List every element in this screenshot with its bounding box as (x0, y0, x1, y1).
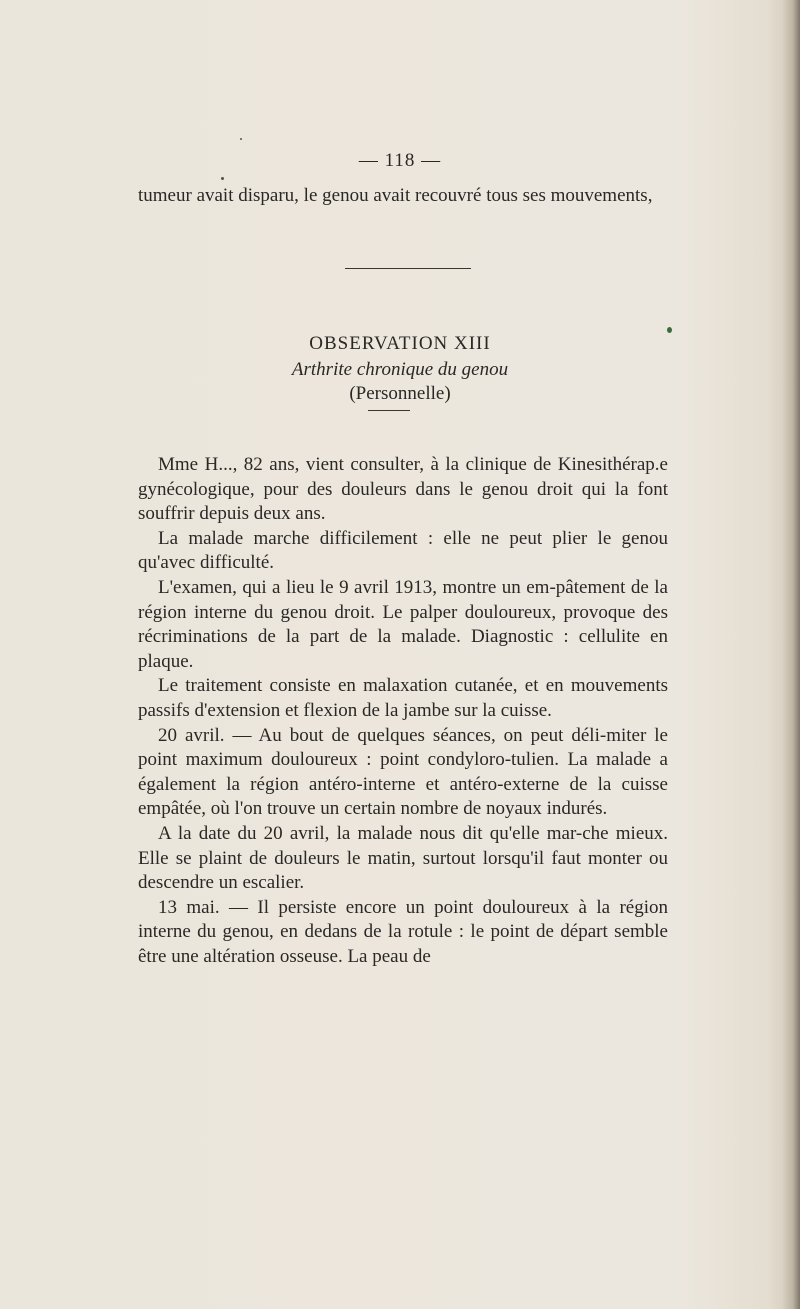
paragraph: A la date du 20 avril, la malade nous dit qu'elle mar-che mieux. Elle se plaint de douleurs le matin, surtout lorsqu'il faut monter ou descendre un escalier. (138, 822, 668, 894)
paragraph: 13 mai. — Il persiste encore un point douloureux à la région interne du genou, en dedans de la rotule : le point de départ semble être une altération osseuse. La peau de (138, 896, 668, 967)
observation-subtitle: Arthrite chronique du genou (291, 359, 509, 380)
paragraph: La malade marche difficilement : elle ne peut plier le genou qu'avec difficulté. (138, 527, 668, 574)
ink-speck (240, 138, 242, 140)
paragraph: tumeur avait disparu, le genou avait recouvré tous ses mouvements, (138, 185, 653, 206)
page-edge-shadow (782, 0, 800, 1309)
paragraph: Mme H..., 82 ans, vient consulter, à la clinique de Kinesithérap.e gynécologique, pour des douleurs dans le genou droit qui la font souffrir depuis deux ans. (138, 454, 668, 525)
heading-divider (368, 410, 410, 411)
observation-title: OBSERVATION XIII (309, 333, 491, 354)
continuation-text (138, 183, 668, 208)
section-divider (345, 268, 471, 269)
paragraph: 20 avril. — Au bout de quelques séances, on peut déli-miter le point maximum douloureux : point condyloro-tulien. La malade a également la région antéro-interne et antéro-externe de la cuisse empâtée, où l'on trouve un certain nombre de noyaux indurés. (138, 724, 668, 820)
page-number: — 118 — (358, 150, 442, 171)
paragraph: L'examen, qui a lieu le 9 avril 1913, montre un em-pâtement de la région interne du genou droit. Le palper douloureux, provoque des récriminations de la part de la malade. Diagnostic : cellulite en plaque. (138, 576, 668, 672)
observation-source: (Personnelle) (349, 383, 451, 404)
ink-speck (221, 177, 224, 180)
observation-body (138, 453, 668, 969)
paragraph: Le traitement consiste en malaxation cutanée, et en mouvements passifs d'extension et flexion de la jambe sur la cuisse. (138, 675, 668, 721)
